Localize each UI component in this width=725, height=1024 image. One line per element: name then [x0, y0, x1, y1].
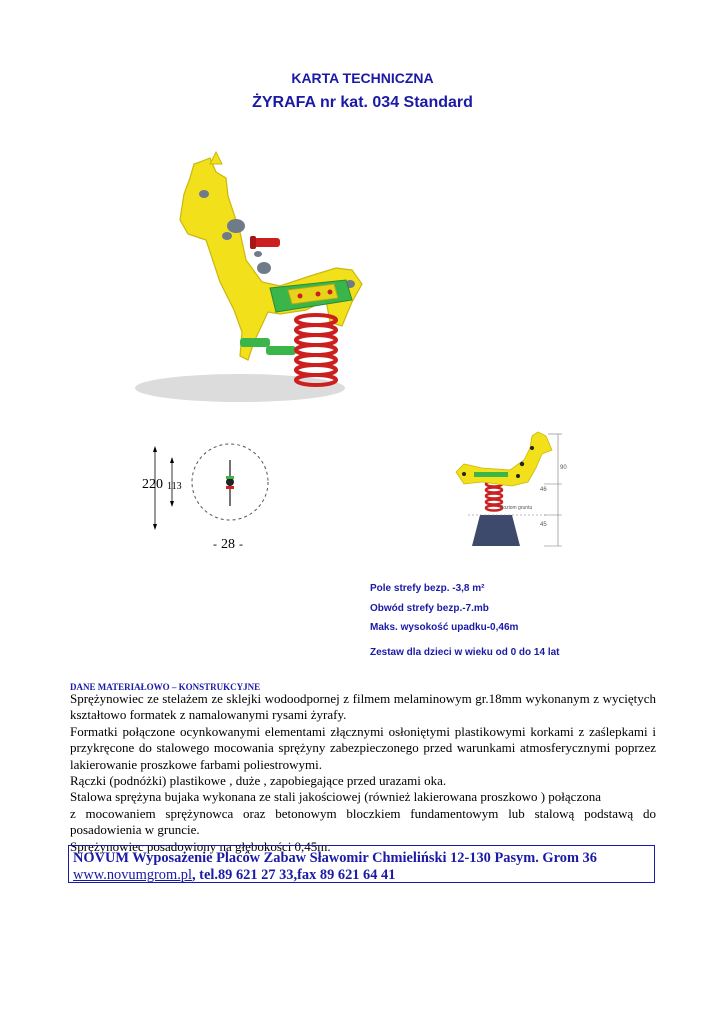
section-body	[70, 691, 656, 855]
website-link[interactable]: www.novumgrom.pl	[73, 867, 192, 883]
spot	[227, 219, 245, 233]
dim-width-arrow-right: -	[239, 537, 243, 551]
spot	[199, 190, 209, 198]
paragraph: Formatki połączone ocynkowanymi elementami złącznymi osłoniętymi plastikowymi korkami z zaślepkami i przykręcone do stalowego mocowania sprężyny zabezpieczonego przed warunkami atmosferycznymi poprzez lakierowanie proszkowe farbami poliestrowymi.	[70, 723, 656, 772]
dim-half-length: 113	[167, 481, 182, 492]
dim-total-length: 220	[142, 477, 163, 492]
dim-seat-height: 46	[540, 487, 547, 493]
seat	[474, 472, 508, 477]
paragraph: Stalowa sprężyna bujaka wykonana ze stali jakościowej (również lakierowana proszkowo ) połączona	[70, 789, 601, 805]
spring	[296, 315, 336, 385]
side-view-drawing	[448, 428, 578, 550]
top-view-drawing	[140, 440, 270, 560]
footrest	[240, 338, 270, 347]
section-heading: DANE MATERIAŁOWO – KONSTRUKCYJNE	[70, 682, 261, 692]
spec-zone-area: Pole strefy bezp. -3,8 m²	[370, 583, 485, 594]
ground-label: Poziom gruntu	[500, 505, 533, 511]
contact-line	[73, 867, 650, 884]
dim-depth: 45	[540, 522, 547, 528]
ground-shadow	[135, 374, 345, 402]
spot	[222, 232, 232, 240]
footrest	[266, 346, 296, 355]
document-title: KARTA TECHNICZNA	[291, 70, 434, 86]
spec-fall-height: Maks. wysokość upadku-0,46m	[370, 622, 519, 633]
paragraph: Sprężynowiec ze stelażem ze sklejki wodoodpornej z filmem melaminowym gr.18mm wykonanym z wyciętych kształtowo formatek z namalowanymi rysami żyrafy.	[70, 691, 656, 723]
dim-width-arrow-left: -	[213, 537, 217, 551]
company-footer	[68, 845, 655, 883]
company-name: NOVUM Wyposażenie Placów Zabaw Sławomir Chmieliński 12-130 Pasym. Grom 36	[73, 850, 597, 866]
spec-age-range: Zestaw dla dzieci w wieku od 0 do 14 lat	[370, 647, 560, 658]
paragraph: Sprężynowiec posadowiony na głębokości 0,45m.	[70, 838, 331, 854]
phone-fax: , tel.89 621 27 33,fax 89 621 64 41	[191, 867, 396, 883]
spot	[254, 251, 262, 257]
giraffe-rocker-illustration	[130, 150, 390, 410]
spec-zone-perimeter: Obwód strefy bezp.-7.mb	[370, 603, 489, 614]
paragraph: Rączki (podnóżki) plastikowe , duże , zapobiegające przed urazami oka.	[70, 773, 447, 789]
dim-height: 90	[560, 465, 567, 471]
spot	[257, 262, 271, 274]
product-title: ŻYRAFA nr kat. 034 Standard	[252, 94, 473, 111]
giraffe-board	[456, 432, 552, 486]
paragraph: z mocowaniem sprężynowca oraz betonowym bloczkiem fundamentowym lub stalową podstawą do posadowienia w gruncie.	[70, 805, 656, 838]
handle	[254, 238, 280, 247]
foundation-block	[472, 515, 520, 546]
dim-width: 28	[221, 537, 235, 552]
